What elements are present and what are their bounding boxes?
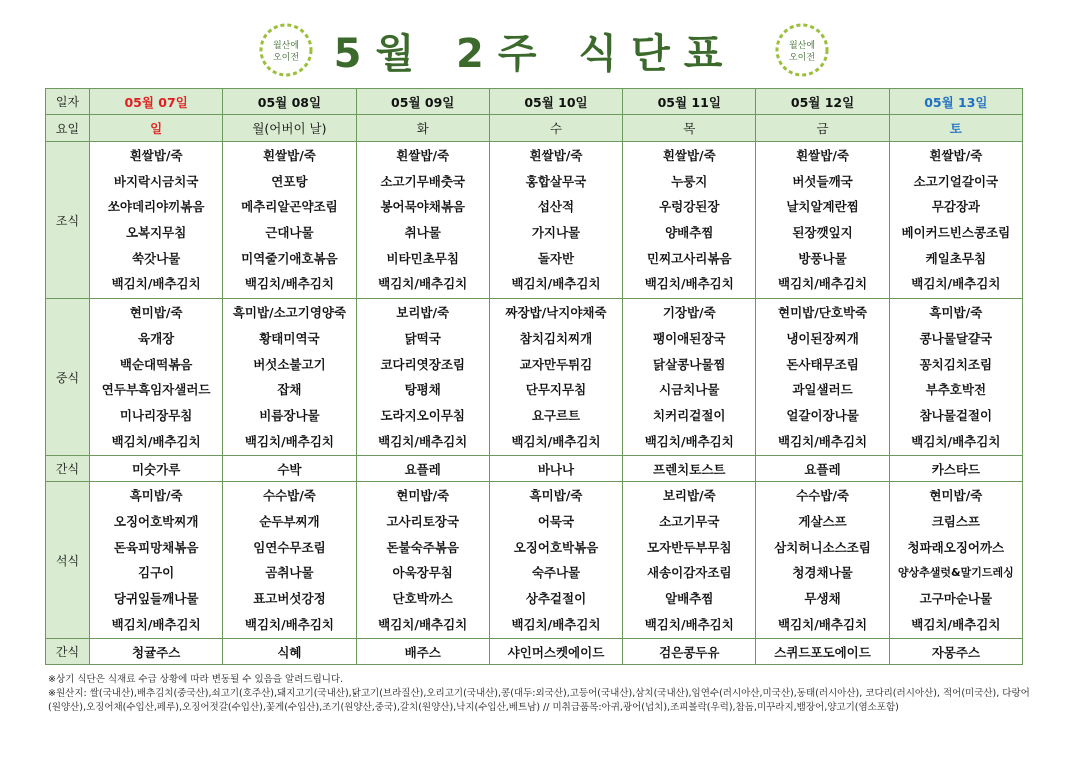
date-cell: 05월 09일 <box>356 89 489 115</box>
note-line: ※상기 식단은 식재료 수급 상황에 따라 변동될 수 있음을 알려드립니다. <box>48 674 344 685</box>
menu-item: 돌자반 <box>537 250 575 266</box>
menu-item: 연포탕 <box>271 173 308 189</box>
menu-item: 돈육피망채볶음 <box>113 539 199 555</box>
menu-item: 버섯소불고기 <box>253 356 326 372</box>
menu-item: 백김치/배추김치 <box>778 433 868 449</box>
day-cell: 금 <box>756 115 889 142</box>
menu-item: 케일초무침 <box>925 250 987 266</box>
menu-item: 기장밥/죽 <box>662 305 716 321</box>
row-label-day: 요일 <box>46 115 90 142</box>
svg-text:오이전: 오이전 <box>272 53 300 63</box>
menu-item: 코다리엿장조림 <box>380 356 465 372</box>
menu-item: 양배추찜 <box>665 225 714 241</box>
lunch-cell <box>223 299 356 456</box>
snack1-cell: 미숫가루 <box>90 456 223 482</box>
menu-item: 아욱장무침 <box>392 565 453 581</box>
snack1-cell: 바나나 <box>489 456 622 482</box>
snack2-cell: 자몽주스 <box>889 639 1022 665</box>
snack2-cell: 배주스 <box>356 639 489 665</box>
menu-item: 게살스프 <box>798 513 847 529</box>
menu-item: 누룽지 <box>671 173 708 189</box>
menu-item: 돈불숙주볶음 <box>386 539 459 555</box>
menu-item: 참치김치찌개 <box>519 330 593 346</box>
menu-item: 얼갈이장나물 <box>786 407 859 423</box>
menu-item: 백김치/배추김치 <box>511 433 601 449</box>
menu-item: 소고기무국 <box>659 513 720 529</box>
day-cell: 일 <box>90 115 223 142</box>
menu-item: 쏘야데리야끼볶음 <box>107 199 205 215</box>
breakfast-cell <box>889 142 1022 299</box>
lunch-cell <box>356 299 489 456</box>
menu-item: 당귀잎들깨나물 <box>113 591 199 606</box>
snack1-cell: 카스타드 <box>889 456 1022 482</box>
menu-item: 소고기얼갈이국 <box>913 173 999 189</box>
breakfast-cell <box>223 142 356 299</box>
day-cell: 월(어버이 날) <box>223 115 356 142</box>
lunch-cell <box>889 299 1022 456</box>
menu-item: 오징어호박볶음 <box>513 539 599 555</box>
breakfast-cell <box>623 142 756 299</box>
menu-item: 백김치/배추김치 <box>644 276 734 292</box>
menu-item: 오징어호박찌개 <box>113 513 199 529</box>
menu-item: 비타민초무침 <box>386 250 459 266</box>
menu-item: 바지락시금치국 <box>113 173 199 189</box>
snack2-cell: 스퀴드포도에이드 <box>756 639 889 665</box>
note-line: ※원산지: 쌀(국내산),배추김치(중국산),쇠고기(호주산),돼지고기(국내산),닭고기(브라질산),오리고기(국내산),콩(대두:외국산),고등어(국내산),삼치(국내산),임연수(러시아산,미국산),동태(러시아산), 코다리(러시아산), 적어(미국산), 다랑어(원양산),오징어채(수입산,페루),오징어젓갈(수입산),꽃게(수입산),조기(원양산,중국),갈치(원양산),낙지(수입산,베트남) // 미취급품목:아귀,광어(넙치),조피볼락(우럭),참돔,미꾸라지,뱀장어,양고기(염소포함) <box>48 688 1030 713</box>
menu-item: 우렁강된장 <box>659 199 720 215</box>
menu-item: 쑥갓나물 <box>131 250 181 266</box>
menu-item: 새송이감자조림 <box>647 565 732 581</box>
menu-item: 상추겉절이 <box>525 591 587 606</box>
day-cell: 화 <box>356 115 489 142</box>
menu-item: 백김치/배추김치 <box>111 433 201 449</box>
menu-item: 홍합살무국 <box>525 173 587 189</box>
menu-item: 요구르트 <box>531 407 581 423</box>
menu-item: 백김치/배추김치 <box>644 433 734 449</box>
menu-item: 탕평채 <box>404 382 441 398</box>
page-title: 5월 2주 식단표 <box>333 31 737 77</box>
menu-item: 백순대떡볶음 <box>119 356 193 372</box>
menu-item: 크림스프 <box>931 513 980 529</box>
snack1-cell: 요플레 <box>756 456 889 482</box>
menu-item: 흰쌀밥/죽 <box>929 148 983 163</box>
svg-text:월산에: 월산에 <box>272 41 300 51</box>
breakfast-cell <box>90 142 223 299</box>
row-label-dinner: 석식 <box>46 482 90 639</box>
menu-item: 현미밥/죽 <box>396 488 450 504</box>
menu-item: 현미밥/단호박죽 <box>778 305 868 321</box>
menu-item: 오복지무침 <box>125 225 187 241</box>
menu-item: 황태미역국 <box>259 330 320 346</box>
date-cell: 05월 07일 <box>90 89 223 115</box>
menu-item: 메추리알곤약조림 <box>241 199 338 215</box>
menu-item: 흑미밥/죽 <box>529 488 583 504</box>
menu-item: 백김치/배추김치 <box>378 616 468 632</box>
menu-item: 흰쌀밥/죽 <box>262 148 316 163</box>
menu-item: 무감장과 <box>931 199 980 215</box>
menu-item: 잡채 <box>277 382 302 398</box>
menu-item: 흰쌀밥/죽 <box>796 148 849 163</box>
menu-item: 표고버섯강정 <box>253 591 326 606</box>
menu-item: 꽁치김치조림 <box>919 356 993 372</box>
dinner-cell <box>623 482 756 639</box>
row-label-snack1: 간식 <box>46 456 90 482</box>
menu-item: 냉이된장찌개 <box>786 330 859 346</box>
menu-item: 취나물 <box>404 225 441 241</box>
menu-item: 삼치허니소스조림 <box>774 539 871 555</box>
lunch-cell <box>489 299 622 456</box>
svg-text:오이전: 오이전 <box>788 53 816 63</box>
lunch-cell <box>756 299 889 456</box>
menu-item: 백김치/배추김치 <box>644 616 734 632</box>
snack2-cell: 샤인머스켓에이드 <box>489 639 622 665</box>
menu-item: 참나물겉절이 <box>919 407 993 423</box>
menu-item: 비름장나물 <box>259 407 320 423</box>
menu-item: 숙주나물 <box>531 565 581 581</box>
menu-item: 수수밥/죽 <box>796 488 849 504</box>
dinner-cell <box>90 482 223 639</box>
snack2-cell: 검은콩두유 <box>623 639 756 665</box>
menu-item: 백김치/배추김치 <box>111 276 201 292</box>
menu-item: 모자반두부무침 <box>647 539 732 555</box>
date-cell: 05월 13일 <box>889 89 1022 115</box>
dinner-cell <box>756 482 889 639</box>
menu-item: 백김치/배추김치 <box>378 276 468 292</box>
menu-item: 백김치/배추김치 <box>244 433 334 449</box>
menu-item: 단무지무침 <box>525 382 587 398</box>
dinner-cell <box>223 482 356 639</box>
menu-item: 흰쌀밥/죽 <box>662 148 716 163</box>
menu-item: 백김치/배추김치 <box>778 276 868 292</box>
menu-item: 도라지오이무침 <box>380 407 465 423</box>
menu-item: 보리밥/죽 <box>396 305 450 321</box>
menu-item: 가지나물 <box>531 225 581 241</box>
menu-item: 섭산적 <box>537 199 575 215</box>
menu-item: 연두부흑임자샐러드 <box>101 382 211 398</box>
menu-item: 백김치/배추김치 <box>911 616 1001 632</box>
menu-item: 수수밥/죽 <box>262 488 316 504</box>
menu-item: 백김치/배추김치 <box>511 276 601 292</box>
day-cell: 토 <box>889 115 1022 142</box>
row-label-date: 일자 <box>46 89 90 115</box>
menu-item: 소고기무배춧국 <box>380 173 465 189</box>
menu-item: 버섯들깨국 <box>792 173 853 189</box>
menu-item: 교자만두튀김 <box>519 356 593 372</box>
menu-item: 김구이 <box>138 565 175 581</box>
menu-item: 현미밥/죽 <box>129 305 183 321</box>
menu-item: 보리밥/죽 <box>662 488 716 504</box>
menu-item: 백김치/배추김치 <box>511 616 601 632</box>
snack2-cell: 식혜 <box>223 639 356 665</box>
day-cell: 목 <box>623 115 756 142</box>
menu-item: 닭살콩나물찜 <box>653 356 726 372</box>
menu-item: 백김치/배추김치 <box>378 433 468 449</box>
menu-item: 곰취나물 <box>265 565 314 581</box>
date-cell: 05월 10일 <box>489 89 622 115</box>
menu-item: 부추호박전 <box>925 382 987 398</box>
menu-table <box>45 88 1023 665</box>
menu-item: 고구마순나물 <box>919 591 993 606</box>
menu-item: 미역줄기애호볶음 <box>241 250 338 266</box>
menu-item: 팽이애된장국 <box>653 330 726 346</box>
menu-item: 시금치나물 <box>659 382 720 398</box>
menu-item: 흑미밥/죽 <box>929 305 983 321</box>
menu-item: 백김치/배추김치 <box>111 616 201 632</box>
menu-item: 방풍나물 <box>798 250 847 266</box>
menu-item: 단호박까스 <box>392 591 453 606</box>
row-label-lunch: 중식 <box>46 299 90 456</box>
date-cell: 05월 12일 <box>756 89 889 115</box>
menu-item: 흰쌀밥/죽 <box>529 148 583 163</box>
menu-item: 흑미밥/죽 <box>129 488 183 504</box>
menu-item: 흑미밥/소고기영양죽 <box>232 305 347 321</box>
svg-text:월산에: 월산에 <box>788 41 816 51</box>
menu-item: 된장깻잎지 <box>792 225 853 241</box>
menu-item: 청파래오징어까스 <box>907 539 1005 555</box>
menu-item: 백김치/배추김치 <box>778 616 868 632</box>
dinner-cell <box>889 482 1022 639</box>
menu-item: 봉어묵야채볶음 <box>380 199 465 215</box>
breakfast-cell <box>356 142 489 299</box>
date-cell: 05월 11일 <box>623 89 756 115</box>
snack2-cell: 청귤주스 <box>90 639 223 665</box>
menu-item: 임연수무조림 <box>253 539 326 555</box>
menu-item: 흰쌀밥/죽 <box>129 148 183 163</box>
breakfast-cell <box>489 142 622 299</box>
menu-item: 돈사태무조림 <box>786 356 859 372</box>
date-cell: 05월 08일 <box>223 89 356 115</box>
lunch-cell <box>623 299 756 456</box>
notes <box>48 673 1033 715</box>
menu-item: 어묵국 <box>537 513 575 529</box>
row-label-breakfast: 조식 <box>46 142 90 299</box>
menu-item: 백김치/배추김치 <box>911 276 1001 292</box>
menu-item: 콩나물달걀국 <box>919 330 993 346</box>
menu-item: 베이커드빈스콩조림 <box>901 225 1011 241</box>
menu-item: 알배추찜 <box>665 591 714 606</box>
menu-item: 고사리토장국 <box>386 513 459 529</box>
menu-item: 미나리장무침 <box>119 407 193 423</box>
dinner-cell <box>356 482 489 639</box>
row-label-snack2: 간식 <box>46 639 90 665</box>
menu-item: 백김치/배추김치 <box>244 616 334 632</box>
snack1-cell: 요플레 <box>356 456 489 482</box>
logo-wreath-icon <box>774 22 830 78</box>
breakfast-cell <box>756 142 889 299</box>
menu-item: 백김치/배추김치 <box>244 276 334 292</box>
menu-item: 근대나물 <box>265 225 314 241</box>
menu-item: 치커리겉절이 <box>653 407 726 423</box>
menu-item: 과일샐러드 <box>792 382 853 398</box>
header <box>0 0 1070 86</box>
menu-item: 흰쌀밥/죽 <box>396 148 450 163</box>
menu-item: 양상추샐럿&말기드레싱 <box>897 566 1014 580</box>
dinner-cell <box>489 482 622 639</box>
menu-item: 육개장 <box>138 330 175 346</box>
menu-item: 민찌고사리볶음 <box>647 250 732 266</box>
menu-item: 짜장밥/낙지야채죽 <box>505 305 607 321</box>
menu-item: 순두부찌개 <box>259 513 320 529</box>
snack1-cell: 프렌치토스트 <box>623 456 756 482</box>
menu-item: 백김치/배추김치 <box>911 433 1001 449</box>
menu-item: 현미밥/죽 <box>929 488 983 504</box>
menu-item: 청경채나물 <box>792 565 853 581</box>
menu-item: 닭떡국 <box>404 330 441 346</box>
menu-item: 무생채 <box>804 591 841 606</box>
lunch-cell <box>90 299 223 456</box>
snack1-cell: 수박 <box>223 456 356 482</box>
menu-item: 날치알계란찜 <box>786 199 859 215</box>
day-cell: 수 <box>489 115 622 142</box>
